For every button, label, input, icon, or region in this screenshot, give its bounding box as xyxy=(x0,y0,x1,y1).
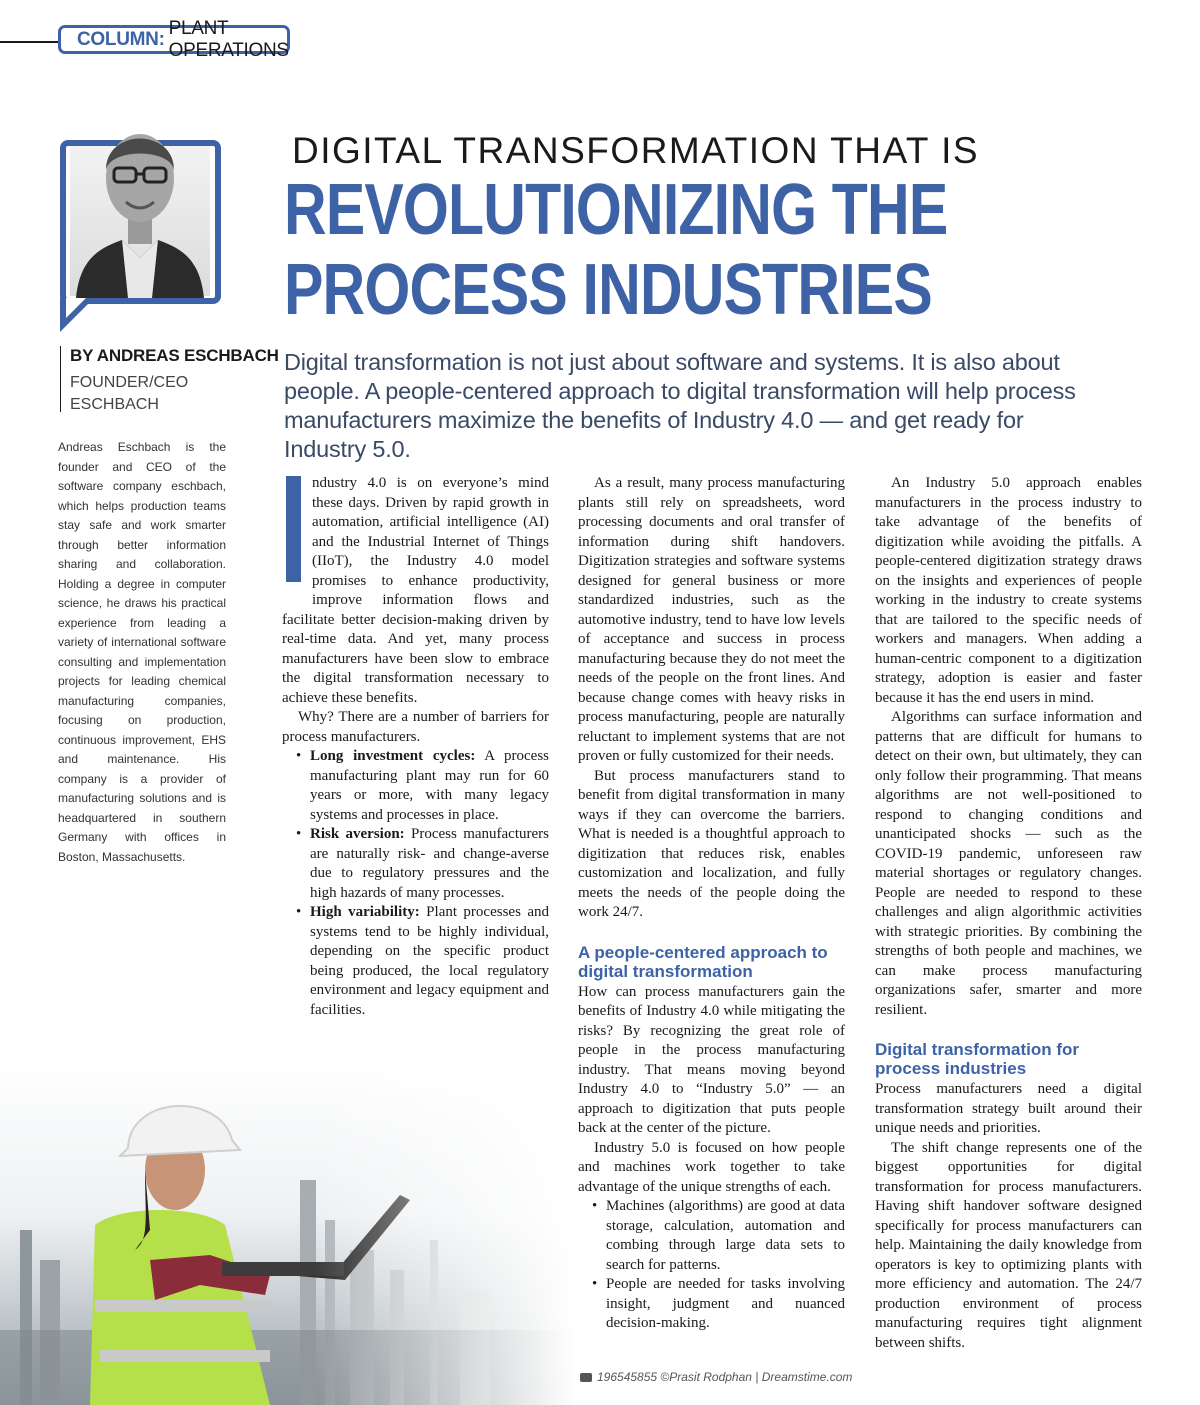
headline xyxy=(284,170,948,330)
author-role xyxy=(70,372,188,416)
list-item: • Machines (algorithms) are good at data storage, calculation, automation and combing through large data sets to search for patterns. xyxy=(606,1197,845,1275)
column-topic: PLANT OPERATIONS xyxy=(168,17,289,61)
author-bio: Andreas Eschbach is the founder and CEO of the software company eschbach, which helps production teams stay safe and work smarter through better information sharing and collaboration. Holding a degree in computer science, he draws his practical experience from leading a variety of international software consulting and implementation projects for leading chemical manufacturing companies, focusing on production, continuous improvement, EHS and maintenance. His company is a provider of manufacturing solutions and is headquartered in southern Germany with offices in Boston, Massachusetts. xyxy=(58,440,226,864)
barrier-list xyxy=(282,747,549,1020)
camera-icon xyxy=(580,1373,592,1382)
paragraph: How can process manufacturers gain the benefits of Industry 4.0 while mitigating the risks? By recognizing the great role of people in the process manufacturing industry. That means moving beyond Industry 4.0 to “Industry 5.0” — an approach to digitization that puts people back at the center of the picture. xyxy=(578,983,845,1136)
body-column-2 xyxy=(578,474,845,1334)
deck: Digital transformation is not just about software and systems. It is also about people. A people-centered approach to digital transformation will help process manufacturers maximize the benefits of Industry 4.0 — and get ready for Industry 5.0. xyxy=(284,349,1076,462)
column-tag xyxy=(58,17,290,61)
paragraph: Process manufacturers need a digital transformation strategy built around their unique needs and priorities. xyxy=(875,1081,1142,1136)
tag-rule xyxy=(0,41,66,43)
headline-line-2: PROCESS INDUSTRIES xyxy=(284,250,932,330)
paragraph: Industry 5.0 is focused on how people and machines work together to take advantage of the unique strengths of each. xyxy=(578,1139,845,1195)
author-company: ESCHBACH xyxy=(70,396,159,413)
author-title: FOUNDER/CEO xyxy=(70,374,189,391)
byline-rule xyxy=(60,346,61,412)
drop-cap-space xyxy=(282,474,312,592)
subheading: A people-centered approach to digital transformation xyxy=(578,942,828,981)
paragraph: The shift change represents one of the biggest opportunities for digital transformation for process manufacturers. Having shift handover software designed specifically for process manufacturers can help. Maintaining the daily knowledge from operators is key to optimizing plants with more efficiency and automation. The 24/7 production environment of process manufacturing requires tight alignment between shifts. xyxy=(875,1139,1142,1351)
list-item: • Risk aversion: Process manufacturers are naturally risk- and change-averse due to regulatory pressures and the high hazards of many processes. xyxy=(310,825,549,903)
author-portrait xyxy=(70,108,210,298)
subheading: Digital transformation for process industries xyxy=(875,1040,1080,1078)
strengths-list xyxy=(578,1197,845,1334)
engineer-photo xyxy=(0,1000,575,1405)
headline-line-1: REVOLUTIONIZING THE xyxy=(284,170,948,250)
paragraph: But process manufacturers stand to benefit from digital transformation in many ways if they can overcome the barriers. What is needed is a thoughtful approach to digitization that reduces risk, enables customization and localization, and fully meets the needs of the people doing the work 24/7. xyxy=(578,767,845,920)
paragraph: Algorithms can surface information and patterns that are difficult for humans to detect on their own, but ultimately, they can only follow their programming. That means algorithms are not well-positioned to respond to changing conditions and unanticipated shocks — such as the COVID-19 pandemic, unforeseen raw material shortages or regulatory changes. People are needed to respond to these challenges and align algorithmic activities with strategic priorities. By combining the strengths of both people and machines, we can make process manufacturing organizations safer, smarter and more resilient. xyxy=(875,709,1142,1018)
list-item: • Long investment cycles: A process manufacturing plant may run for 60 years or more, with many legacy systems and processes in place. xyxy=(310,747,549,825)
body-column-1 xyxy=(282,474,549,1020)
list-item: • People are needed for tasks involving insight, judgment and nuanced decision-making. xyxy=(606,1275,845,1334)
paragraph: As a result, many process manufacturing plants still rely on spreadsheets, word processing documents and oral transfer of information during shift handovers. Digitization strategies and software systems designed for general business or more standardized industries, such as the automotive industry, tend to have low levels of acceptance and success in process manufacturing because they do not meet the needs of the people on the front lines. And because change comes with heavy risks in process manufacturing, people are naturally reluctant to implement systems that are not proven or fully customized for their needs. xyxy=(578,475,845,764)
bubble-tail-inner xyxy=(66,298,86,318)
headline-kicker: DIGITAL TRANSFORMATION THAT IS xyxy=(292,130,980,171)
author-byline: BY ANDREAS ESCHBACH xyxy=(70,346,279,365)
paragraph: Why? There are a number of barriers for process manufacturers. xyxy=(282,709,549,745)
paragraph: An Industry 5.0 approach enables manufacturers in the process industry to take advantage of the benefits of digitization while avoiding the pitfalls. A people-centered digitization strategy draws on the insights and experiences of people working in the industry to create systems that are tailored to the specific needs of workers and managers. When adding a human-centric component to a digitization strategy, adoption is easier and faster because it has the end users in mind. xyxy=(875,475,1142,706)
photo-credit: 196545855 ©Prasit Rodphan | Dreamstime.com xyxy=(580,1370,852,1384)
paragraph: ndustry 4.0 is on everyone’s mind these days. Driven by rapid growth in automation, artificial intelligence (AI) and the Industrial Internet of Things (IIoT), the Industry 4.0 model promises to enhance productivity, improve information flows and facilitate better decision-making driven by real-time data. And yet, many process manufacturers have been slow to embrace the digital transformation necessary to achieve these benefits. xyxy=(282,475,549,706)
list-item: • High variability: Plant processes and systems tend to be highly individual, depending on the specific product being produced, the local regulatory environment and legacy equipment and facilities. xyxy=(310,903,549,1020)
body-column-3 xyxy=(875,474,1142,1353)
column-label: COLUMN: xyxy=(77,28,165,50)
